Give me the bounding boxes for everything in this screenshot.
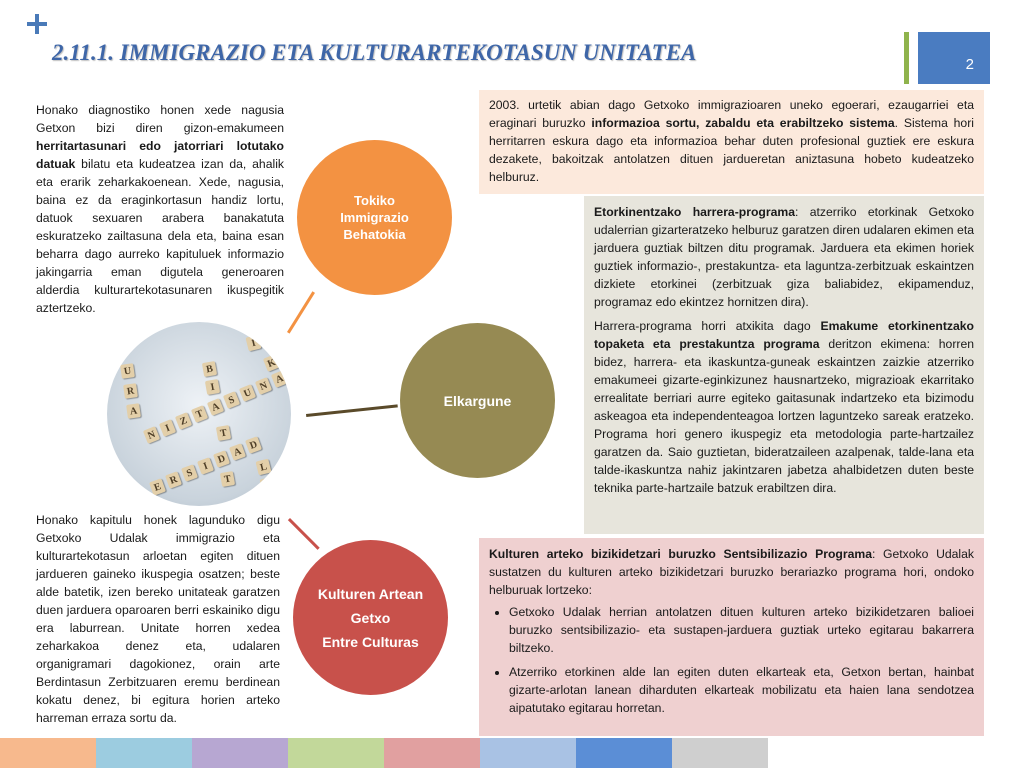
plus-icon [27,14,47,34]
letter-tile: A [259,477,275,494]
footer-stripe [576,738,672,768]
circle-label-line: Entre Culturas [322,633,419,650]
letter-tile: D [213,450,230,468]
footer-stripe [384,738,480,768]
box-sentsibilizazio-programa: Kulturen arteko bizikidetzari buruzko Sentsibilizazio Programa: Getxoko Udalak sustatzen du kulturen arteko bizikidetzari buruzko berariazko programa hori, ondoko helburuak lortzeko: • Getxoko Udalak herrian antolatzen dituen kulturen arteko bizikidetzaren balioei buruzko sentsibilizazio- eta sustapen-jarduera guztiak urteko egitarau bakarrera biltzeko. • Atzerriko etorkinen alde lan egiten duten elkarteak eta, Getxon bertan, hainbat gizarte-arlotan lanean diharduten elkarteak mobilizatu eta haien lana sendotzea aipatutako egitarau horretan. [479,538,984,736]
letter-tile: S [223,391,240,409]
letter-tile: T [220,471,235,487]
letter-tile: I [197,457,214,475]
chapter-text: Honako kapitulu honek lagunduko digu Getxoko Udalak immigrazio eta kulturartekotasun arloetan egiten dituen jardueren gaineko ikuspegia osatzen; beste alde batetik, izen bereko unitateak garatzen duen jarduera oparoaren berri eskainiko digu era laburrean. Unitate horren xedea zeharkakoa denez eta, udalaren organigramari dagokionez, orain arte Berdintasun Zerbitzuaren eremu berdinean kokatu denez, bi egitura horien arteko harreman erraza sortu da. [36,513,280,725]
letter-tile: B [202,361,217,377]
footer-stripe [672,738,768,768]
footer-stripe [192,738,288,768]
letter-tile: D [245,436,262,454]
circle-label-line: Getxo [350,609,391,626]
letter-tile: A [126,403,141,419]
letter-tile: A [229,443,246,461]
list-item: • Getxoko Udalak herrian antolatzen dituen kulturen arteko bizikidetzaren balioei buruzko sentsibilizazio- eta sustapen-jarduera guztiak urteko egitarau bakarrera biltzeko. [509,603,974,657]
letter-tile: I [159,419,176,437]
letter-tile: N [143,426,160,444]
letter-tile: L [255,459,271,476]
footer-stripe [0,738,96,768]
box-behatokia: 2003. urtetik abian dago Getxoko immigrazioaren uneko egoerari, ezaugarriei eta eraginari buruzko informazioa sortu, zabaldu eta erabiltzeko sistema. Sistema hori herritarren eskura dago eta informazioa behar duten profesional guztiek ere eskura dezakete, bakoitzak antolatzen dituen jardueretan aniztasuna hobeto kudeatzeko helburuz. [479,90,984,194]
scrabble-tiles-photo [107,322,291,506]
connector-line-tokiko [287,291,315,333]
letter-tile: T [216,425,231,441]
goals-list [489,603,974,717]
letter-tile: U [120,363,135,379]
connector-line-elkargune [306,404,398,417]
circle-label: Elkargune [443,392,512,409]
circle-elkargune [400,323,555,478]
letter-tile: T [191,405,208,423]
page-number: 2 [965,56,974,73]
letter-tile: K [263,354,280,372]
footer-stripe [480,738,576,768]
letter-tile: R [123,383,138,399]
footer-stripe [96,738,192,768]
letter-tile: E [149,478,166,496]
letter-tile: N [255,377,272,395]
circle-label-line: Immigrazio [340,210,409,225]
letter-tile: A [271,370,288,388]
letter-tile: R [165,471,182,489]
letter-tile: I [205,379,220,395]
page-title: 2.11.1. IMMIGRAZIO ETA KULTURARTEKOTASUN UNITATEA [52,40,697,65]
letter-tile: I [245,335,261,352]
box-harrera-programa: Etorkinentzako harrera-programa: atzerriko etorkinak Getxoko udalerrian gizarteratzeko helburuz garatzen diren udalaren ekimen eta jarduera guztiak biltzen ditu programak. Jarduera eta ekimen horiek guztiek informazio-, prestakuntza- eta laguntza-zerbitzuak eskaintzen dizkiete etorkinei (zerbitzuak giza baliabidez, ekipamenduz, programaz edo ekintzez hornitzen dira). Harrera-programa horri atxikita dago Emakume etorkinentzako topaketa eta prestakuntza programa deritzon ekimena: horren bidez, harrera- eta ikaskuntza-guneak eskaintzen zaizkie atzerriko emakumeei gizarte-eginkizunez hausnartzeko, migrazioak ekarritako errealitate berriari aurre egiteko gaitasunak indartzeko eta bizimodu askeagoa eta independenteagoa lortzen laguntzeko sareak eratzeko. Programa hori genero ikuspegiz eta metodologia parte-hartzailez garatzen da. Saio guztietan, bideratzaileen azalpenak, talde-lana eta talde-ikaskuntza nahiz jakintzaren jabetza ahalbidetzen duten beste teknika parte-hartzaile batzuk erabiltzen dira. [584,196,984,534]
circle-kulturen-artean [293,540,448,695]
circle-label-line: Behatokia [343,227,406,242]
footer-stripe [288,738,384,768]
letter-tile: A [207,398,224,416]
connector-line-kulturen [288,518,320,550]
circle-tokiko-immigrazio-behatokia [297,140,452,295]
circle-label-line: Tokiko [354,193,395,208]
letter-tile: U [239,384,256,402]
letter-tile: Z [175,412,192,430]
letter-tile: S [181,464,198,482]
circle-label-line: Kulturen Artean [317,585,424,602]
page-number-box [918,32,990,84]
intro-text: Honako diagnostiko honen xede nagusia Getxon bizi diren gizon-emakumeen herritartasunari edo jatorriari lotutako datuak bilatu eta kudeatzea izan da, ahalik eta erarik zeharkakoenean. Xede, nagusia, baina ez da eraginkortasun handiz lortu, datuok sexuaren arabera banakatuta eskuratzeko zailtasuna dela eta, baina esan beharra dago aurreko kapituluek informazio jakingarria eman digutela generoaren alderdia kulturartekotasunaren ikuspegitik aztertzeko. [36,103,284,315]
list-item: • Atzerriko etorkinen alde lan egiten duten elkarteak eta, Getxon bertan, hainbat gizarte-arlotan lanean diharduten elkarteak mobilizatu eta haien lana sendotzea aipatutako egitarau horretan. [509,663,974,717]
accent-bar [904,32,909,84]
